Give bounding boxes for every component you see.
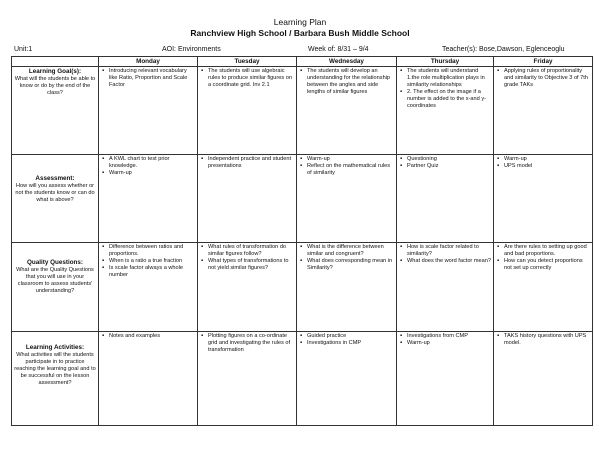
- list-item: ▪ Warm-up: [109, 170, 195, 177]
- plan-cell: [397, 332, 494, 426]
- list-item: ▪ What rules of transformation do similar figures follow?: [208, 244, 294, 258]
- row-description: What will the students be able to know or do by the end of the class?: [14, 76, 96, 96]
- plan-cell: [99, 243, 198, 332]
- unit-label: Unit:1: [14, 46, 33, 53]
- plan-cell: [99, 67, 198, 155]
- plan-cell: [198, 243, 297, 332]
- plan-cell: [297, 155, 397, 243]
- list-item: ▪ What does corresponding mean in Similarity?: [307, 258, 394, 272]
- teachers-label: Teacher(s): Bose,Dawson, Eglenceoglu: [442, 46, 565, 53]
- list-item: ▪ What is the difference between similar and congruent?: [307, 244, 394, 258]
- plan-cell: [198, 67, 297, 155]
- row-title: Assessment:: [35, 175, 75, 182]
- plan-cell: [397, 67, 494, 155]
- list-item: ▪ What does the word factor mean?: [407, 258, 491, 265]
- plan-table: [11, 56, 593, 426]
- plan-cell: [198, 332, 297, 426]
- table-row: [12, 243, 593, 332]
- day-header: Thursday: [397, 57, 494, 67]
- plan-cell: [297, 243, 397, 332]
- list-item: ▪ Warm-up: [307, 156, 394, 163]
- list-item: ▪ The students will use algebraic rules to produce similar figures on a coordinate grid. Inv 2.1: [208, 68, 294, 89]
- plan-cell: [99, 155, 198, 243]
- list-item: ▪ 2. The effect on the image if a number is added to the x-and y-coordinates: [407, 89, 491, 110]
- list-item: ▪ TAKS history questions with UPS model.: [504, 333, 590, 347]
- plan-cell: [494, 67, 593, 155]
- list-item: ▪ Are there rules to setting up good and bad proportions.: [504, 244, 590, 258]
- list-item: ▪ Investigations in CMP: [307, 340, 394, 347]
- plan-cell: [297, 67, 397, 155]
- list-item: ▪ UPS model: [504, 163, 590, 170]
- plan-cell: [397, 155, 494, 243]
- document-title: Learning Plan: [273, 17, 327, 27]
- day-header: Wednesday: [297, 57, 397, 67]
- row-description: What are the Quality Questions that you will use in your classroom to assess students' understanding?: [16, 267, 94, 294]
- table-row: [12, 67, 593, 155]
- list-item: ▪ The students will understand: [407, 68, 491, 75]
- list-item: ▪ Investigations from CMP: [407, 333, 491, 340]
- day-header: Monday: [99, 57, 198, 67]
- list-item: ▪ Warm-up: [504, 156, 590, 163]
- list-item: ▪ Applying rules of proportionality and similarity to Objective 3 of 7th grade TAKs: [504, 68, 590, 89]
- plan-cell: [397, 243, 494, 332]
- row-description: What activities will the students participate in to practice reaching the learning goal and to be successful on the lesson assessment?: [14, 352, 96, 386]
- corner-cell: [12, 57, 99, 67]
- row-title: Learning Goal(s):: [28, 68, 82, 75]
- row-label: [12, 67, 99, 155]
- plan-cell: [494, 332, 593, 426]
- list-item: ▪ How is scale factor related to similarity?: [407, 244, 491, 258]
- list-item: ▪ Plotting figures on a co-ordinate grid and investigating the rules of transformation: [208, 333, 294, 354]
- list-item: ▪ Partner Quiz: [407, 163, 491, 170]
- list-item: ▪ When is a ratio a true fraction: [109, 258, 195, 265]
- list-item: ▪ Guided practice: [307, 333, 394, 340]
- row-title: Quality Questions:: [27, 259, 83, 266]
- row-title: Learning Activities:: [25, 344, 85, 351]
- list-item: ▪ Reflect on the mathematical rules of similarity: [307, 163, 394, 177]
- list-item: ▪ Introducing relevant vocabulary like Ratio, Proportion and Scale Factor: [109, 68, 195, 89]
- list-item: ▪ Difference between ratios and proportions.: [109, 244, 195, 258]
- table-row: [12, 332, 593, 426]
- plan-cell: [99, 332, 198, 426]
- plan-cell: [297, 332, 397, 426]
- list-item: ▪ Warm-up: [407, 340, 491, 347]
- plan-cell: [494, 243, 593, 332]
- day-header: Tuesday: [198, 57, 297, 67]
- list-item: 1.the role multiplication plays in similarity relationships: [407, 75, 485, 88]
- list-item: ▪ Notes and examples: [109, 333, 195, 340]
- list-item: ▪ Independent practice and student presentations: [208, 156, 294, 170]
- list-item: ▪ What types of transformations to not yield similar figures?: [208, 258, 294, 272]
- table-row: [12, 155, 593, 243]
- week-label: Week of: 8/31 – 9/4: [308, 46, 369, 53]
- school-name: Ranchview High School / Barbara Bush Middle School: [190, 28, 410, 38]
- list-item: ▪ Questioning: [407, 156, 491, 163]
- row-description: How will you assess whether or not the students know or can do what is above?: [15, 183, 95, 203]
- day-header: Friday: [494, 57, 593, 67]
- list-item: ▪ Is scale factor always a whole number: [109, 265, 195, 279]
- plan-cell: [494, 155, 593, 243]
- list-item: ▪ The students will develop an understanding for the relationship between the angles and side lengths of similar figures: [307, 68, 394, 96]
- row-label: [12, 332, 99, 426]
- day-header-row: [12, 57, 593, 67]
- aoi-label: AOI: Environments: [162, 46, 221, 53]
- row-label: [12, 155, 99, 243]
- row-label: [12, 243, 99, 332]
- list-item: ▪ A KWL chart to test prior knowledge.: [109, 156, 195, 170]
- plan-cell: [198, 155, 297, 243]
- list-item: ▪ How can you detect proportions not set up correctly: [504, 258, 590, 272]
